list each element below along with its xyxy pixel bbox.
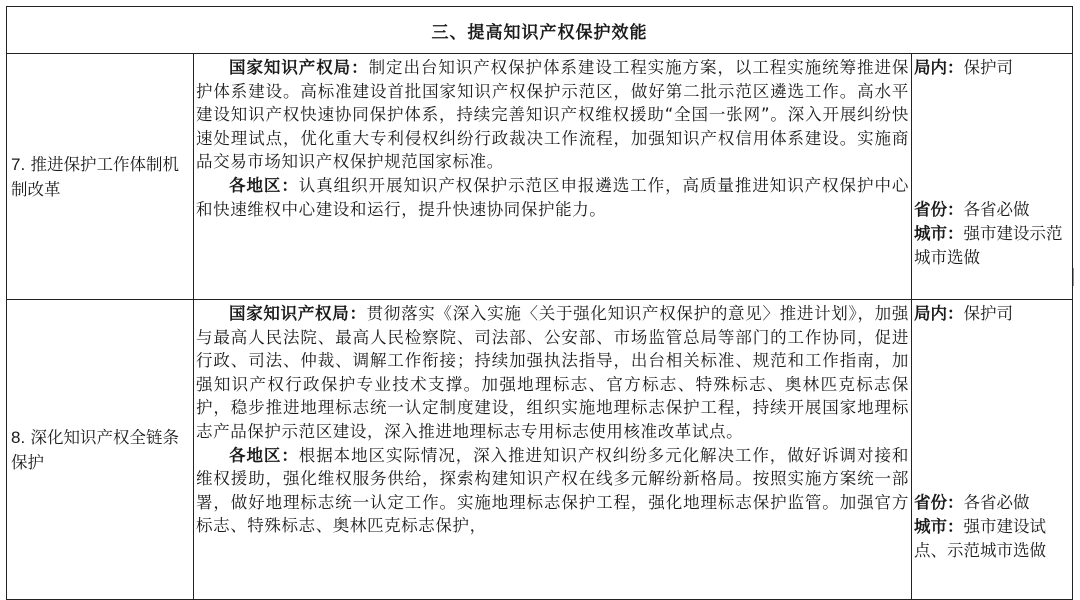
responsibility-province xyxy=(914,198,1070,222)
responsibility-label: 局内： xyxy=(914,304,964,323)
paragraph-text: 制定出台知识产权保护体系建设工程实施方案，以工程实施统筹推进保护体系建设。高标准建设首批国家知识产权保护示范区，做好第二批示范区遴选工作。高水平建设知识产权快速协同保护体系，持续完善知识产权维权援助“全国一张网”。深入开展纠纷快速处理试点，优化重大专利侵权纠纷行政裁决工作流程，加强知识产权信用体系建设。实施商品交易市场知识产权保护规范国家标准。 xyxy=(196,58,909,172)
page-edge-marker xyxy=(1073,268,1080,286)
responsibility-text: 保护司 xyxy=(963,304,1013,323)
paragraph-label: 国家知识产权局： xyxy=(229,304,367,323)
paragraph-text: 根据本地区实际情况，深入推进知识产权纠纷多元化解决工作，做好诉调对接和维权援助，强化维权服务供给，探索构建知识产权在线多元解纷新格局。按照实施方案统一部署，做好地理标志统一认定工作。实施地理标志保护工程，强化地理标志保护监管。加强官方标志、特殊标志、奥林匹克标志保护， xyxy=(196,445,909,536)
responsibility-text: 强市建设示范城市选做 xyxy=(914,224,1063,267)
responsibility-text: 保护司 xyxy=(963,58,1013,77)
responsibility-label: 省份： xyxy=(914,493,964,512)
task-title: 推进保护工作体制机制改革 xyxy=(11,154,179,199)
section-title: 三、提高知识产权保护效能 xyxy=(7,7,1073,54)
section-header-row xyxy=(7,7,1073,54)
content-cell xyxy=(194,54,912,300)
paragraph-text: 认真组织开展知识产权保护示范区申报遴选工作，高质量推进知识产权保护中心和快速维权中心建设和运行，提升快速协同保护能力。 xyxy=(196,175,909,219)
task-title: 深化知识产权全链条保护 xyxy=(11,427,179,472)
responsibility-text: 各省必做 xyxy=(963,200,1030,219)
paragraph xyxy=(196,56,909,174)
responsibility-city xyxy=(914,515,1070,562)
task-number: 8. xyxy=(11,427,26,447)
paragraph xyxy=(196,444,909,538)
table-row xyxy=(7,54,1073,300)
responsibility-city xyxy=(914,222,1070,269)
responsibility-label: 城市： xyxy=(914,224,964,243)
task-cell xyxy=(7,54,194,300)
responsibility-label: 局内： xyxy=(914,58,964,77)
responsibility-label: 城市： xyxy=(914,517,964,536)
paragraph-label: 国家知识产权局： xyxy=(229,58,369,77)
responsibility-text: 强市建设试点、示范城市选做 xyxy=(914,517,1046,560)
paragraph-text: 贯彻落实《深入实施〈关于强化知识产权保护的意见〉推进计划》，加强与最高人民法院、最高人民检察院、司法部、公安部、市场监管总局等部门的工作协同，促进行政、司法、仲裁、调解工作衔接；持续加强执法指导，出台相关标准、规范和工作指南，加强知识产权行政保护专业技术支撑。加强地理标志、官方标志、特殊标志、奥林匹克标志保护，稳步推进地理标志统一认定制度建设，组织实施地理标志保护工程，持续开展国家地理标志产品保护示范区建设，深入推进地理标志专用标志使用核准改革试点。 xyxy=(196,304,909,441)
table-row xyxy=(7,300,1073,600)
responsibility-province xyxy=(914,491,1070,515)
task-cell xyxy=(7,300,194,600)
responsibility-cell xyxy=(912,54,1073,300)
responsibility-bureau xyxy=(914,302,1070,326)
paragraph xyxy=(196,174,909,221)
responsibility-bureau xyxy=(914,56,1070,80)
responsibility-text: 各省必做 xyxy=(963,493,1030,512)
task-number: 7. xyxy=(11,154,26,174)
responsibility-cell xyxy=(912,300,1073,600)
paragraph-label: 各地区： xyxy=(229,175,299,195)
paragraph xyxy=(196,302,909,444)
content-cell xyxy=(194,300,912,600)
policy-table xyxy=(6,6,1073,600)
paragraph-label: 各地区： xyxy=(229,445,299,465)
responsibility-label: 省份： xyxy=(914,200,964,219)
